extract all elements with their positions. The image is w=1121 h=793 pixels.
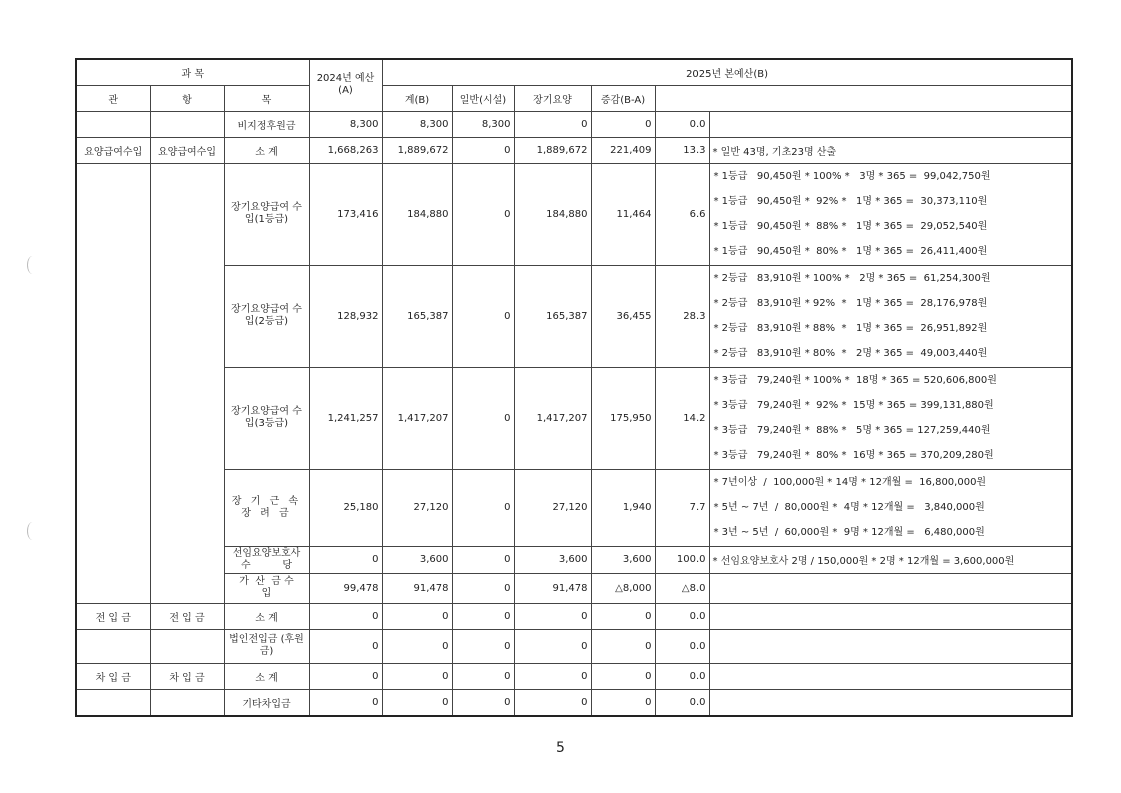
table-row: [76, 469, 1072, 546]
total-cell: 3,600: [382, 546, 452, 573]
budget-2024-cell: 0: [309, 603, 382, 629]
gwan-cell: 요양급여수입: [76, 137, 150, 163]
longterm-cell: 0: [514, 629, 591, 663]
longterm-cell: 1,889,672: [514, 137, 591, 163]
change-cell: 0: [591, 111, 655, 137]
budget-2024-cell: 0: [309, 689, 382, 716]
ratio-cell: 0.0: [655, 603, 709, 629]
change-cell: 0: [591, 663, 655, 689]
header-mok: 목: [224, 85, 309, 111]
mok-cell: 소 계: [224, 663, 309, 689]
ratio-cell: 7.7: [655, 469, 709, 546]
table-row: [76, 137, 1072, 163]
budget-2024-cell: 25,180: [309, 469, 382, 546]
general-cell: 0: [452, 663, 514, 689]
budget-2024-cell: 128,932: [309, 265, 382, 367]
binder-hole-mark: [27, 256, 38, 274]
mok-cell: 비지정후원금: [224, 111, 309, 137]
general-cell: 0: [452, 573, 514, 603]
change-cell: 221,409: [591, 137, 655, 163]
mok-cell: 장기요양급여 수 입(1등급): [224, 163, 309, 265]
total-cell: 0: [382, 629, 452, 663]
mok-cell: 장기요양급여 수 입(3등급): [224, 367, 309, 469]
ratio-cell: 0.0: [655, 689, 709, 716]
table-row: [76, 629, 1072, 663]
change-cell: △8,000: [591, 573, 655, 603]
general-cell: 0: [452, 603, 514, 629]
ratio-cell: 0.0: [655, 111, 709, 137]
total-cell: 8,300: [382, 111, 452, 137]
hang-cell: 차 입 금: [150, 663, 224, 689]
calc-line: * 3등급 79,240원 * 100% * 18명 * 365 = 520,606,800원: [713, 375, 997, 386]
general-cell: 0: [452, 629, 514, 663]
general-cell: 0: [452, 137, 514, 163]
general-cell: 8,300: [452, 111, 514, 137]
mok-cell: 장기요양급여 수 입(2등급): [224, 265, 309, 367]
mok-cell: 소 계: [224, 137, 309, 163]
calc-line: * 3등급 79,240원 * 92% * 15명 * 365 = 399,131,880원: [713, 400, 994, 411]
longterm-cell: 0: [514, 663, 591, 689]
change-cell: 0: [591, 689, 655, 716]
general-cell: 0: [452, 546, 514, 573]
header-budget-2025: 2025년 본예산(B): [382, 59, 1072, 85]
longterm-cell: 0: [514, 689, 591, 716]
total-cell: 1,417,207: [382, 367, 452, 469]
calc-line: * 1등급 90,450원 * 100% * 3명 * 365 = 99,042,750원: [713, 171, 991, 182]
longterm-cell: 27,120: [514, 469, 591, 546]
budget-2024-cell: 0: [309, 546, 382, 573]
total-cell: 91,478: [382, 573, 452, 603]
total-cell: 0: [382, 603, 452, 629]
budget-2024-cell: 8,300: [309, 111, 382, 137]
change-cell: 11,464: [591, 163, 655, 265]
header-gwan: 관: [76, 85, 150, 111]
change-cell: 3,600: [591, 546, 655, 573]
change-cell: 36,455: [591, 265, 655, 367]
table-row: [76, 689, 1072, 716]
ratio-cell: 0.0: [655, 629, 709, 663]
longterm-cell: 165,387: [514, 265, 591, 367]
ratio-cell: 0.0: [655, 663, 709, 689]
calc-line: * 3년 ~ 5년 / 60,000원 * 9명 * 12개월 = 6,480,000원: [713, 527, 985, 538]
general-cell: 0: [452, 469, 514, 546]
budget-table: [75, 58, 1073, 717]
total-cell: 27,120: [382, 469, 452, 546]
total-cell: 0: [382, 663, 452, 689]
longterm-cell: 1,417,207: [514, 367, 591, 469]
calc-line: * 1등급 90,450원 * 88% * 1명 * 365 = 29,052,540원: [713, 221, 988, 232]
budget-2024-cell: 173,416: [309, 163, 382, 265]
mok-cell: 기타차입금: [224, 689, 309, 716]
mok-cell: 장 기 근 속 장 려 금: [224, 469, 309, 546]
mok-cell: 선임요양보호사 수 당: [224, 546, 309, 573]
calc-line: * 2등급 83,910원 * 80% * 2명 * 365 = 49,003,440원: [713, 348, 988, 359]
calc-cell: [709, 469, 1072, 546]
table-row: [76, 111, 1072, 137]
longterm-cell: 0: [514, 603, 591, 629]
calc-line: * 3등급 79,240원 * 80% * 16명 * 365 = 370,209,280원: [713, 450, 994, 461]
budget-2024-cell: 0: [309, 663, 382, 689]
longterm-cell: 91,478: [514, 573, 591, 603]
calc-line: * 3등급 79,240원 * 88% * 5명 * 365 = 127,259,440원: [713, 425, 991, 436]
header-general: 일반(시설): [452, 85, 514, 111]
binder-hole-mark: [27, 522, 38, 540]
ratio-cell: 28.3: [655, 265, 709, 367]
general-cell: 0: [452, 163, 514, 265]
table-row: [76, 603, 1072, 629]
header-gwamok: 과 목: [76, 59, 309, 85]
header-budget-2024: 2024년 예산(A): [309, 59, 382, 111]
general-cell: 0: [452, 367, 514, 469]
general-cell: 0: [452, 265, 514, 367]
budget-2024-cell: 0: [309, 629, 382, 663]
calc-line: * 2등급 83,910원 * 100% * 2명 * 365 = 61,254,300원: [713, 273, 991, 284]
calc-cell: * 일반 43명, 기초23명 산출: [709, 137, 1072, 163]
calc-line: * 1등급 90,450원 * 80% * 1명 * 365 = 26,411,400원: [713, 246, 988, 257]
calc-cell: [709, 265, 1072, 367]
ratio-cell: △8.0: [655, 573, 709, 603]
total-cell: 1,889,672: [382, 137, 452, 163]
mok-cell: 법인전입금 (후원금): [224, 629, 309, 663]
calc-line: * 2등급 83,910원 * 92% * 1명 * 365 = 28,176,978원: [713, 298, 988, 309]
table-row: [76, 546, 1072, 573]
change-cell: 1,940: [591, 469, 655, 546]
ratio-cell: 100.0: [655, 546, 709, 573]
gwan-cell: 전 입 금: [76, 603, 150, 629]
budget-2024-cell: 1,668,263: [309, 137, 382, 163]
total-cell: 165,387: [382, 265, 452, 367]
total-cell: 184,880: [382, 163, 452, 265]
header-total: 계(B): [382, 85, 452, 111]
header-longterm: 장기요양: [514, 85, 591, 111]
calc-cell: * 선임요양보호사 2명 / 150,000원 * 2명 * 12개월 = 3,600,000원: [709, 546, 1072, 573]
change-cell: 175,950: [591, 367, 655, 469]
hang-cell: 전 입 금: [150, 603, 224, 629]
calc-cell: [709, 163, 1072, 265]
calc-line: * 5년 ~ 7년 / 80,000원 * 4명 * 12개월 = 3,840,000원: [713, 502, 985, 513]
calc-cell: [709, 367, 1072, 469]
hang-cell: 요양급여수입: [150, 137, 224, 163]
ratio-cell: 6.6: [655, 163, 709, 265]
page-number: 5: [556, 740, 565, 756]
longterm-cell: 184,880: [514, 163, 591, 265]
longterm-cell: 3,600: [514, 546, 591, 573]
ratio-cell: 13.3: [655, 137, 709, 163]
gwan-cell: 차 입 금: [76, 663, 150, 689]
table-row: [76, 663, 1072, 689]
ratio-cell: 14.2: [655, 367, 709, 469]
table-row: [76, 367, 1072, 469]
table-row: [76, 573, 1072, 603]
change-cell: 0: [591, 629, 655, 663]
header-change: 증감(B-A): [591, 85, 655, 111]
budget-2024-cell: 1,241,257: [309, 367, 382, 469]
mok-cell: 가 산 금 수 입: [224, 573, 309, 603]
change-cell: 0: [591, 603, 655, 629]
mok-cell: 소 계: [224, 603, 309, 629]
general-cell: 0: [452, 689, 514, 716]
table-row: [76, 265, 1072, 367]
table-row: [76, 163, 1072, 265]
longterm-cell: 0: [514, 111, 591, 137]
calc-line: * 2등급 83,910원 * 88% * 1명 * 365 = 26,951,892원: [713, 323, 988, 334]
calc-line: * 1등급 90,450원 * 92% * 1명 * 365 = 30,373,110원: [713, 196, 988, 207]
total-cell: 0: [382, 689, 452, 716]
budget-2024-cell: 99,478: [309, 573, 382, 603]
calc-line: * 7년이상 / 100,000원 * 14명 * 12개월 = 16,800,000원: [713, 477, 987, 488]
header-hang: 항: [150, 85, 224, 111]
